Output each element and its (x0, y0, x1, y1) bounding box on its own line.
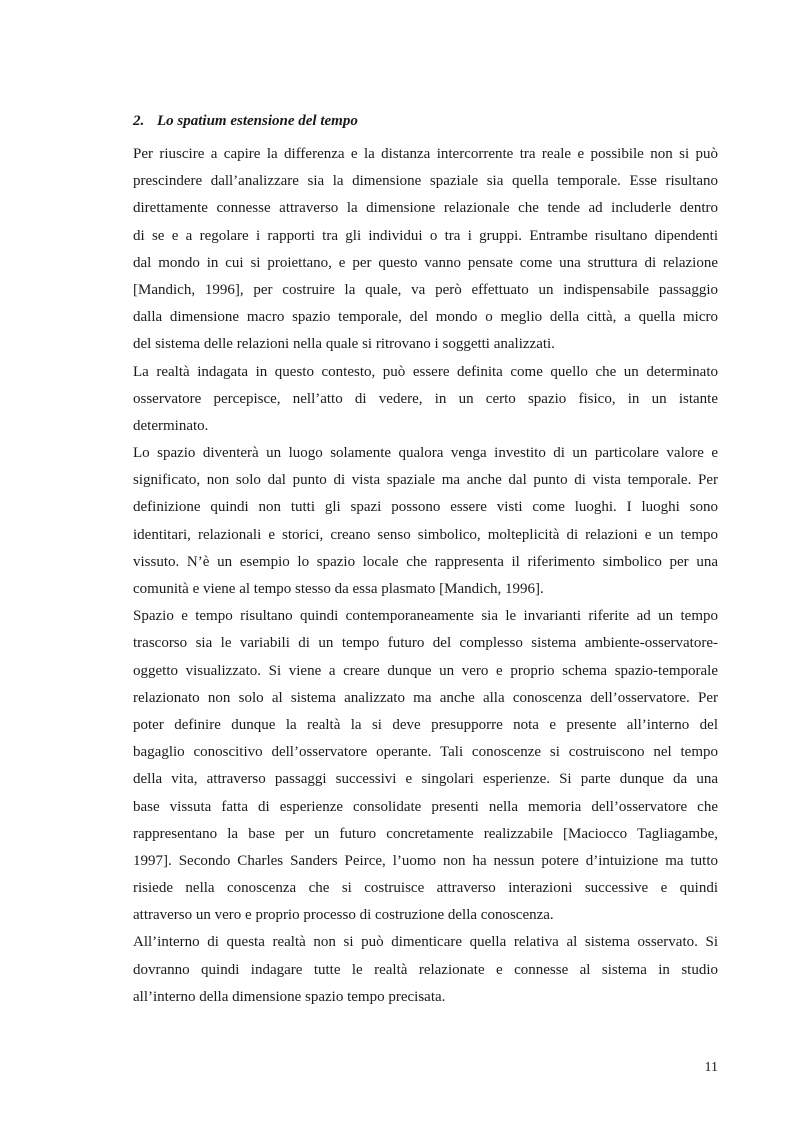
text-line: all’interno della dimensione spazio tempo precisata. (133, 988, 446, 1005)
text-line: dovranno quindi indagare tutte le realtà relazionate e connesse al sistema in studio (133, 961, 718, 978)
text-line: determinato. (133, 417, 209, 434)
paragraph (133, 603, 718, 929)
text-line: direttamente connesse attraverso la dimensione relazionale che tende ad includerle dentro (133, 200, 718, 217)
text-line: della vita, attraverso passaggi successivi e singolari esperienze. Si parte dunque da una (133, 771, 718, 788)
text-line: oggetto visualizzato. Si viene a creare dunque un vero e proprio schema spazio-temporale (133, 662, 718, 679)
text-line: bagaglio conoscitivo dell’osservatore operante. Tali conoscenze si costruiscono nel tempo (133, 744, 718, 761)
text-line: dalla dimensione macro spazio temporale, del mondo o meglio della città, a quella micro (133, 309, 718, 326)
text-line: trascorso sia le variabili di un tempo futuro del complesso sistema ambiente-osservatore- (133, 635, 718, 652)
text-line: dal mondo in cui si proiettano, e per questo vanno pensate come una struttura di relazione (133, 254, 718, 271)
text-line: Lo spazio diventerà un luogo solamente qualora venga investito di un particolare valore e (133, 445, 718, 462)
text-line: All’interno di questa realtà non si può dimenticare quella relativa al sistema osservato. Si (133, 934, 718, 951)
paragraph (133, 440, 718, 603)
text-line: base vissuta fatta di esperienze consolidate presenti nella memoria dell’osservatore che (133, 798, 718, 815)
text-line: identitari, relazionali e storici, creano senso simbolico, molteplicità di relazioni e un tempo (133, 526, 718, 543)
text-line: Per riuscire a capire la differenza e la distanza intercorrente tra reale e possibile non si può (133, 146, 718, 162)
paragraph (133, 359, 718, 441)
document-page (133, 0, 718, 1123)
text-line: La realtà indagata in questo contesto, può essere definita come quello che un determinato (133, 363, 718, 380)
page-number: 11 (704, 1060, 718, 1075)
section-heading (133, 111, 358, 131)
section-title: Lo spatium estensione del tempo (157, 113, 358, 129)
text-line: [Mandich, 1996], per costruire la quale, va però effettuato un indispensabile passaggio (133, 281, 718, 298)
text-line: Spazio e tempo risultano quindi contemporaneamente sia le invarianti riferite ad un tempo (133, 608, 718, 625)
text-line: comunità e viene al tempo stesso da essa plasmato [Mandich, 1996]. (133, 581, 544, 597)
text-line: vissuto. N’è un esempio lo spazio locale che rappresenta il riferimento simbolico per una (133, 553, 718, 570)
text-line: poter definire dunque la realtà la si deve presupporre nota e presente all’interno del (133, 716, 718, 733)
body-text (133, 141, 718, 1011)
text-line: del sistema delle relazioni nella quale si ritrovano i soggetti analizzati. (133, 336, 555, 353)
text-line: attraverso un vero e proprio processo di costruzione della conoscenza. (133, 907, 554, 924)
text-line: rappresentano la base per un futuro concretamente realizzabile [Maciocco Tagliagambe, (133, 825, 718, 842)
text-line: risiede nella conoscenza che si costruisce attraverso interazioni successive e quindi (133, 880, 718, 897)
text-line: definizione quindi non tutti gli spazi possono essere visti come luoghi. I luoghi sono (133, 499, 718, 516)
text-line: osservatore percepisce, nell’atto di vedere, in un certo spazio fisico, in un istante (133, 390, 718, 407)
paragraph (133, 141, 718, 359)
text-line: prescindere dall’analizzare sia la dimensione spaziale sia quella temporale. Esse risultano (133, 173, 718, 190)
text-line: di se e a regolare i rapporti tra gli individui o tra i gruppi. Entrambe risultano dipendenti (133, 227, 718, 244)
text-line: relazionato non solo al sistema analizzato ma anche alla conoscenza dell’osservatore. Per (133, 689, 718, 706)
text-line: 1997]. Secondo Charles Sanders Peirce, l’uomo non ha nessun potere d’intuizione ma tutto (133, 852, 718, 869)
paragraph (133, 929, 718, 1011)
section-number: 2. (133, 113, 145, 129)
text-line: significato, non solo dal punto di vista spaziale ma anche dal punto di vista temporale. Per (133, 472, 718, 489)
